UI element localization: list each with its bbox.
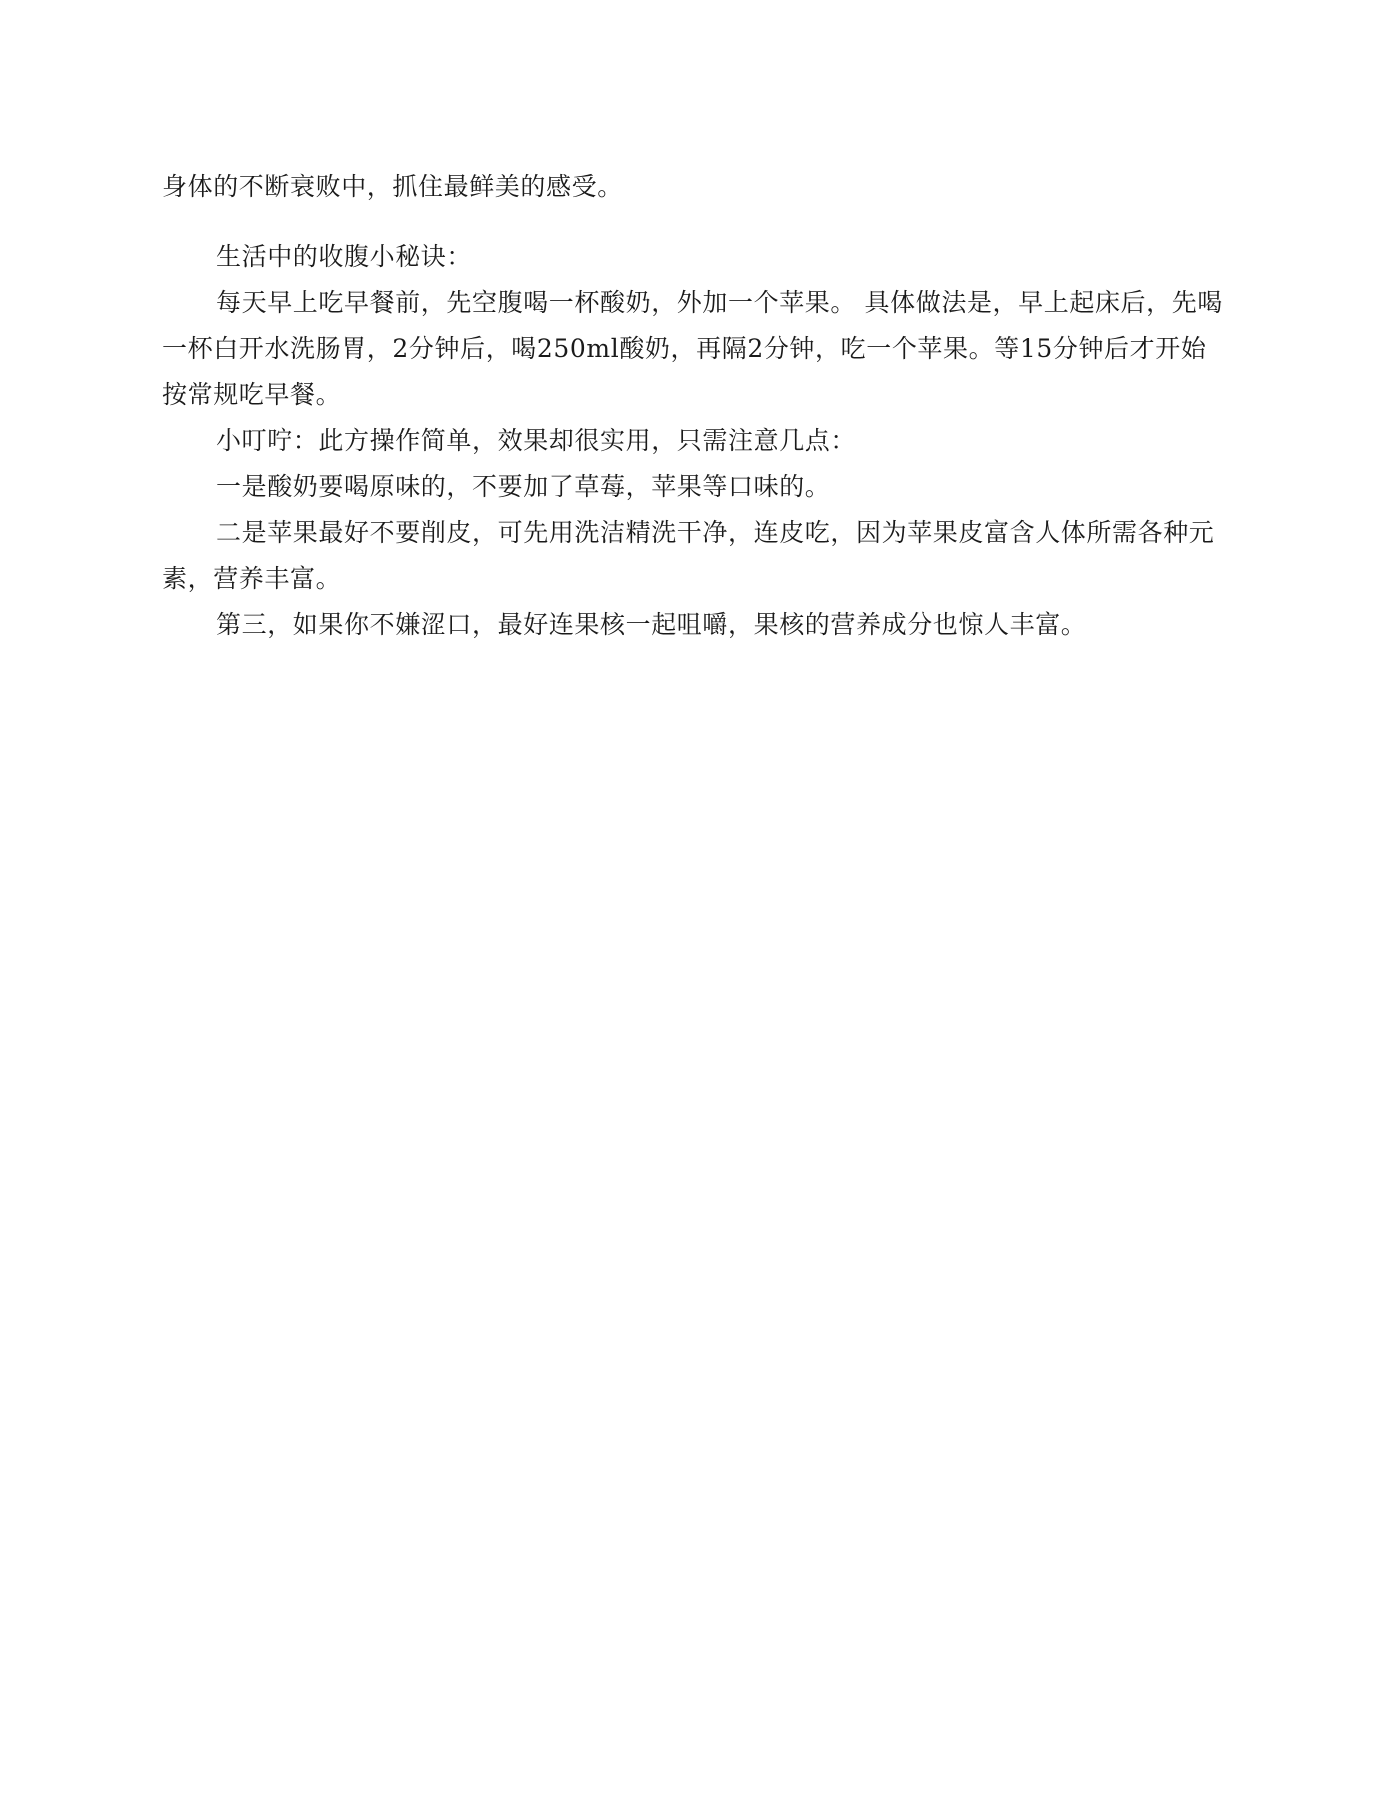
paragraph-continuation: 身体的不断衰败中，抓住最鲜美的感受。 — [162, 172, 623, 201]
section-heading: 生活中的收腹小秘诀： — [216, 242, 473, 271]
paragraph-tip-two: 二是苹果最好不要削皮，可先用洗洁精洗干净，连皮吃，因为苹果皮富含人体所需各种元素，营养丰富。 — [162, 518, 1215, 593]
document-body — [162, 164, 1232, 648]
paragraph-tips-intro: 小叮咛：此方操作简单，效果却很实用，只需注意几点： — [216, 426, 857, 455]
paragraph-tip-one: 一是酸奶要喝原味的，不要加了草莓，苹果等口味的。 — [216, 472, 831, 501]
paragraph-tip-three: 第三，如果你不嫌涩口，最好连果核一起咀嚼，果核的营养成分也惊人丰富。 — [216, 610, 1087, 639]
paragraph-method: 每天早上吃早餐前，先空腹喝一杯酸奶，外加一个苹果。 具体做法是，早上起床后，先喝一杯白开水洗肠胃，2分钟后，喝250ml酸奶，再隔2分钟，吃一个苹果。等15分钟后才开始按常规吃早餐。 — [162, 288, 1223, 409]
paragraph-spacer — [162, 210, 1232, 234]
